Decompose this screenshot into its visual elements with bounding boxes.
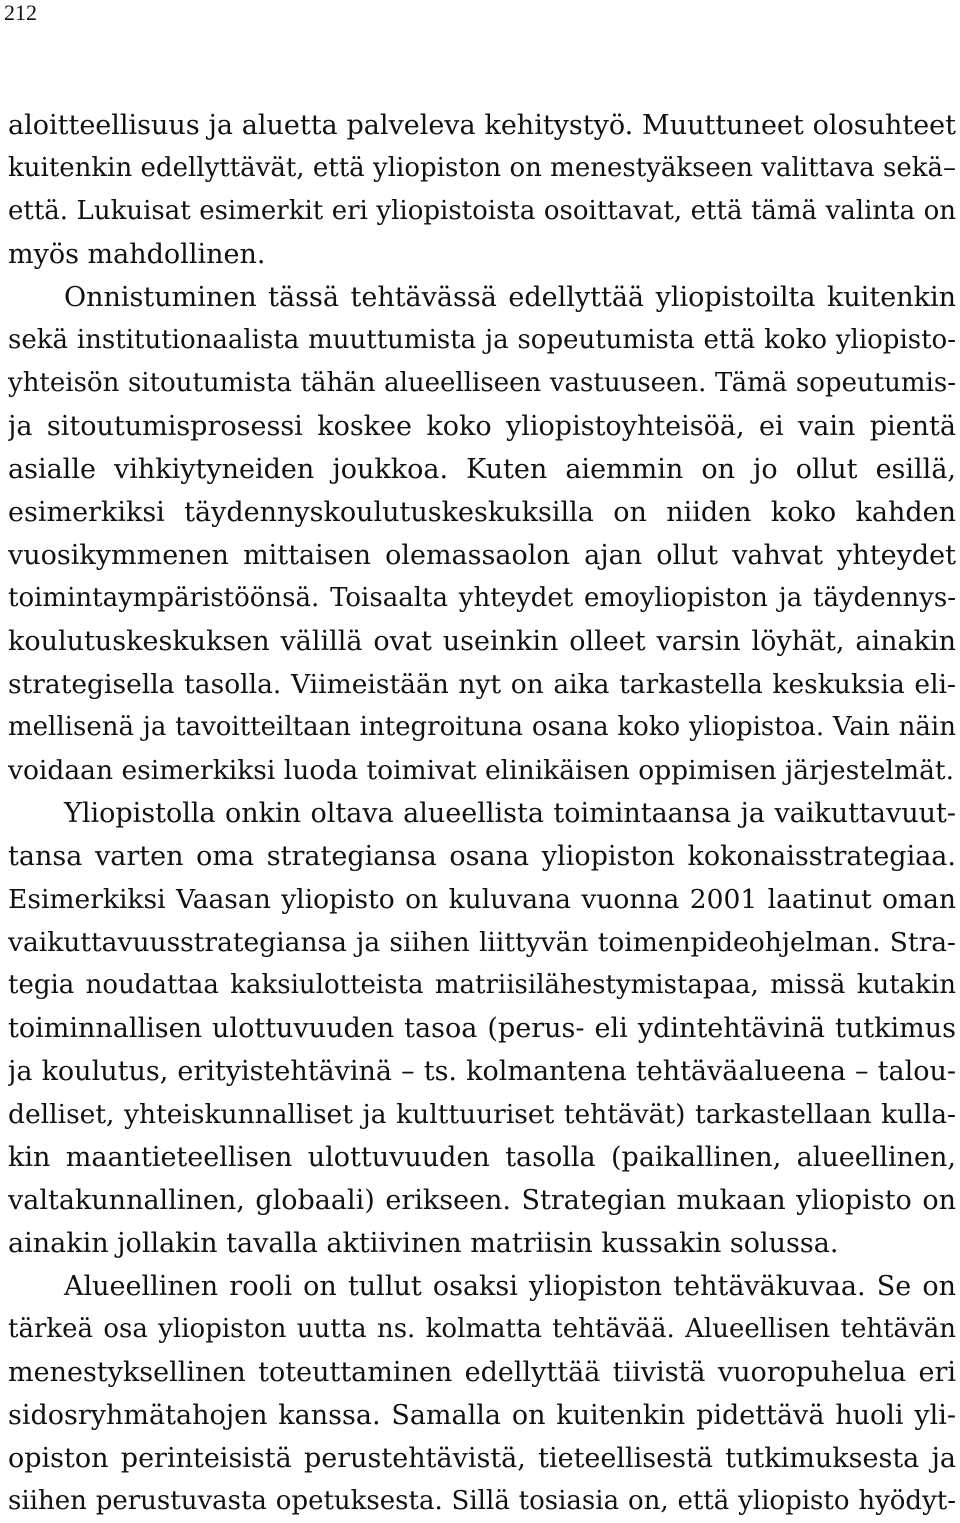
text-line: kin maantieteellisen ulottuvuuden tasolla (paikallinen, alueellinen, — [8, 1142, 956, 1173]
text-line: yhteisön sitoutumista tähän alueelliseen vastuuseen. Tämä sopeutumis- — [8, 368, 956, 398]
page-number: 212 — [4, 0, 37, 25]
text-line: koulutuskeskuksen välillä ovat useinkin olleet varsin löyhät, ainakin — [8, 626, 956, 657]
paragraph-first-line: Onnistuminen tässä tehtävässä edellyttää yliopistoilta kuitenkin — [64, 282, 956, 313]
text-line: kuitenkin edellyttävät, että yliopiston on menestyäkseen valittava sekä– — [8, 153, 956, 183]
text-line: ainakin jollakin tavalla aktiivinen matriisin kussakin solussa. — [8, 1228, 839, 1259]
text-line: mellisenä ja tavoitteiltaan integroituna osana koko yliopistoa. Vain näin — [8, 712, 956, 742]
text-line: voidaan esimerkiksi luoda toimivat elinikäisen oppimisen järjestelmät. — [8, 755, 954, 786]
text-line: vuosikymmenen mittaisen olemassaolon ajan ollut vahvat yhteydet — [8, 540, 956, 571]
text-line: delliset, yhteiskunnalliset ja kulttuuriset tehtävät) tarkastellaan kulla- — [8, 1099, 956, 1130]
text-line: menestyksellinen toteuttaminen edellyttää tiivistä vuoropuhelua eri — [8, 1357, 956, 1388]
body-text — [8, 104, 956, 1523]
text-line: strategisella tasolla. Viimeistään nyt on aika tarkastella keskuksia eli- — [8, 669, 956, 700]
text-line: toimintaympäristöönsä. Toisaalta yhteydet emoyliopiston ja täydennys- — [8, 583, 956, 613]
text-line: esimerkiksi täydennyskoulutuskeskuksilla on niiden koko kahden — [8, 497, 956, 528]
text-line: Esimerkiksi Vaasan yliopisto on kuluvana vuonna 2001 laatinut oman — [8, 884, 956, 915]
text-line: ja koulutus, erityistehtävinä – ts. kolmantena tehtäväalueena – talou- — [8, 1056, 956, 1087]
text-line: sekä institutionaalista muuttumista ja sopeutumista että koko yliopisto- — [8, 325, 956, 355]
text-line: siihen perustuvasta opetuksesta. Sillä tosiasia on, että yliopisto hyödyt- — [8, 1486, 956, 1516]
text-line: myös mahdollinen. — [8, 239, 266, 270]
text-line: vaikuttavuusstrategiansa ja siihen liittyvän toimenpideohjelman. Stra- — [8, 927, 956, 958]
paragraph-first-line: Alueellinen rooli on tullut osaksi yliopiston tehtäväkuvaa. Se on — [64, 1271, 956, 1302]
text-line: opiston perinteisistä perustehtävistä, tieteellisestä tutkimuksesta ja — [8, 1443, 956, 1474]
text-line: että. Lukuisat esimerkit eri yliopistoista osoittavat, että tämä valinta on — [8, 196, 956, 226]
text-line: aloitteellisuus ja aluetta palveleva kehitystyö. Muuttuneet olosuhteet — [8, 110, 956, 141]
text-line: valtakunnallinen, globaali) erikseen. Strategian mukaan yliopisto on — [8, 1185, 956, 1216]
text-line: asialle vihkiytyneiden joukkoa. Kuten aiemmin on jo ollut esillä, — [8, 454, 956, 485]
text-line: tansa varten oma strategiansa osana yliopiston kokonaisstrategiaa. — [8, 841, 956, 872]
text-line: toiminnallisen ulottuvuuden tasoa (perus- eli ydintehtävinä tutkimus — [8, 1013, 956, 1044]
text-line: tegia noudattaa kaksiulotteista matriisilähestymistapaa, missä kutakin — [8, 970, 956, 1000]
text-line: tärkeä osa yliopiston uutta ns. kolmatta tehtävää. Alueellisen tehtävän — [8, 1314, 956, 1344]
paragraph-first-line: Yliopistolla onkin oltava alueellista toimintaansa ja vaikuttavuut- — [64, 798, 956, 829]
text-line: ja sitoutumisprosessi koskee koko yliopistoyhteisöä, ei vain pientä — [8, 411, 956, 442]
text-line: sidosryhmätahojen kanssa. Samalla on kuitenkin pidettävä huoli yli- — [8, 1400, 956, 1431]
